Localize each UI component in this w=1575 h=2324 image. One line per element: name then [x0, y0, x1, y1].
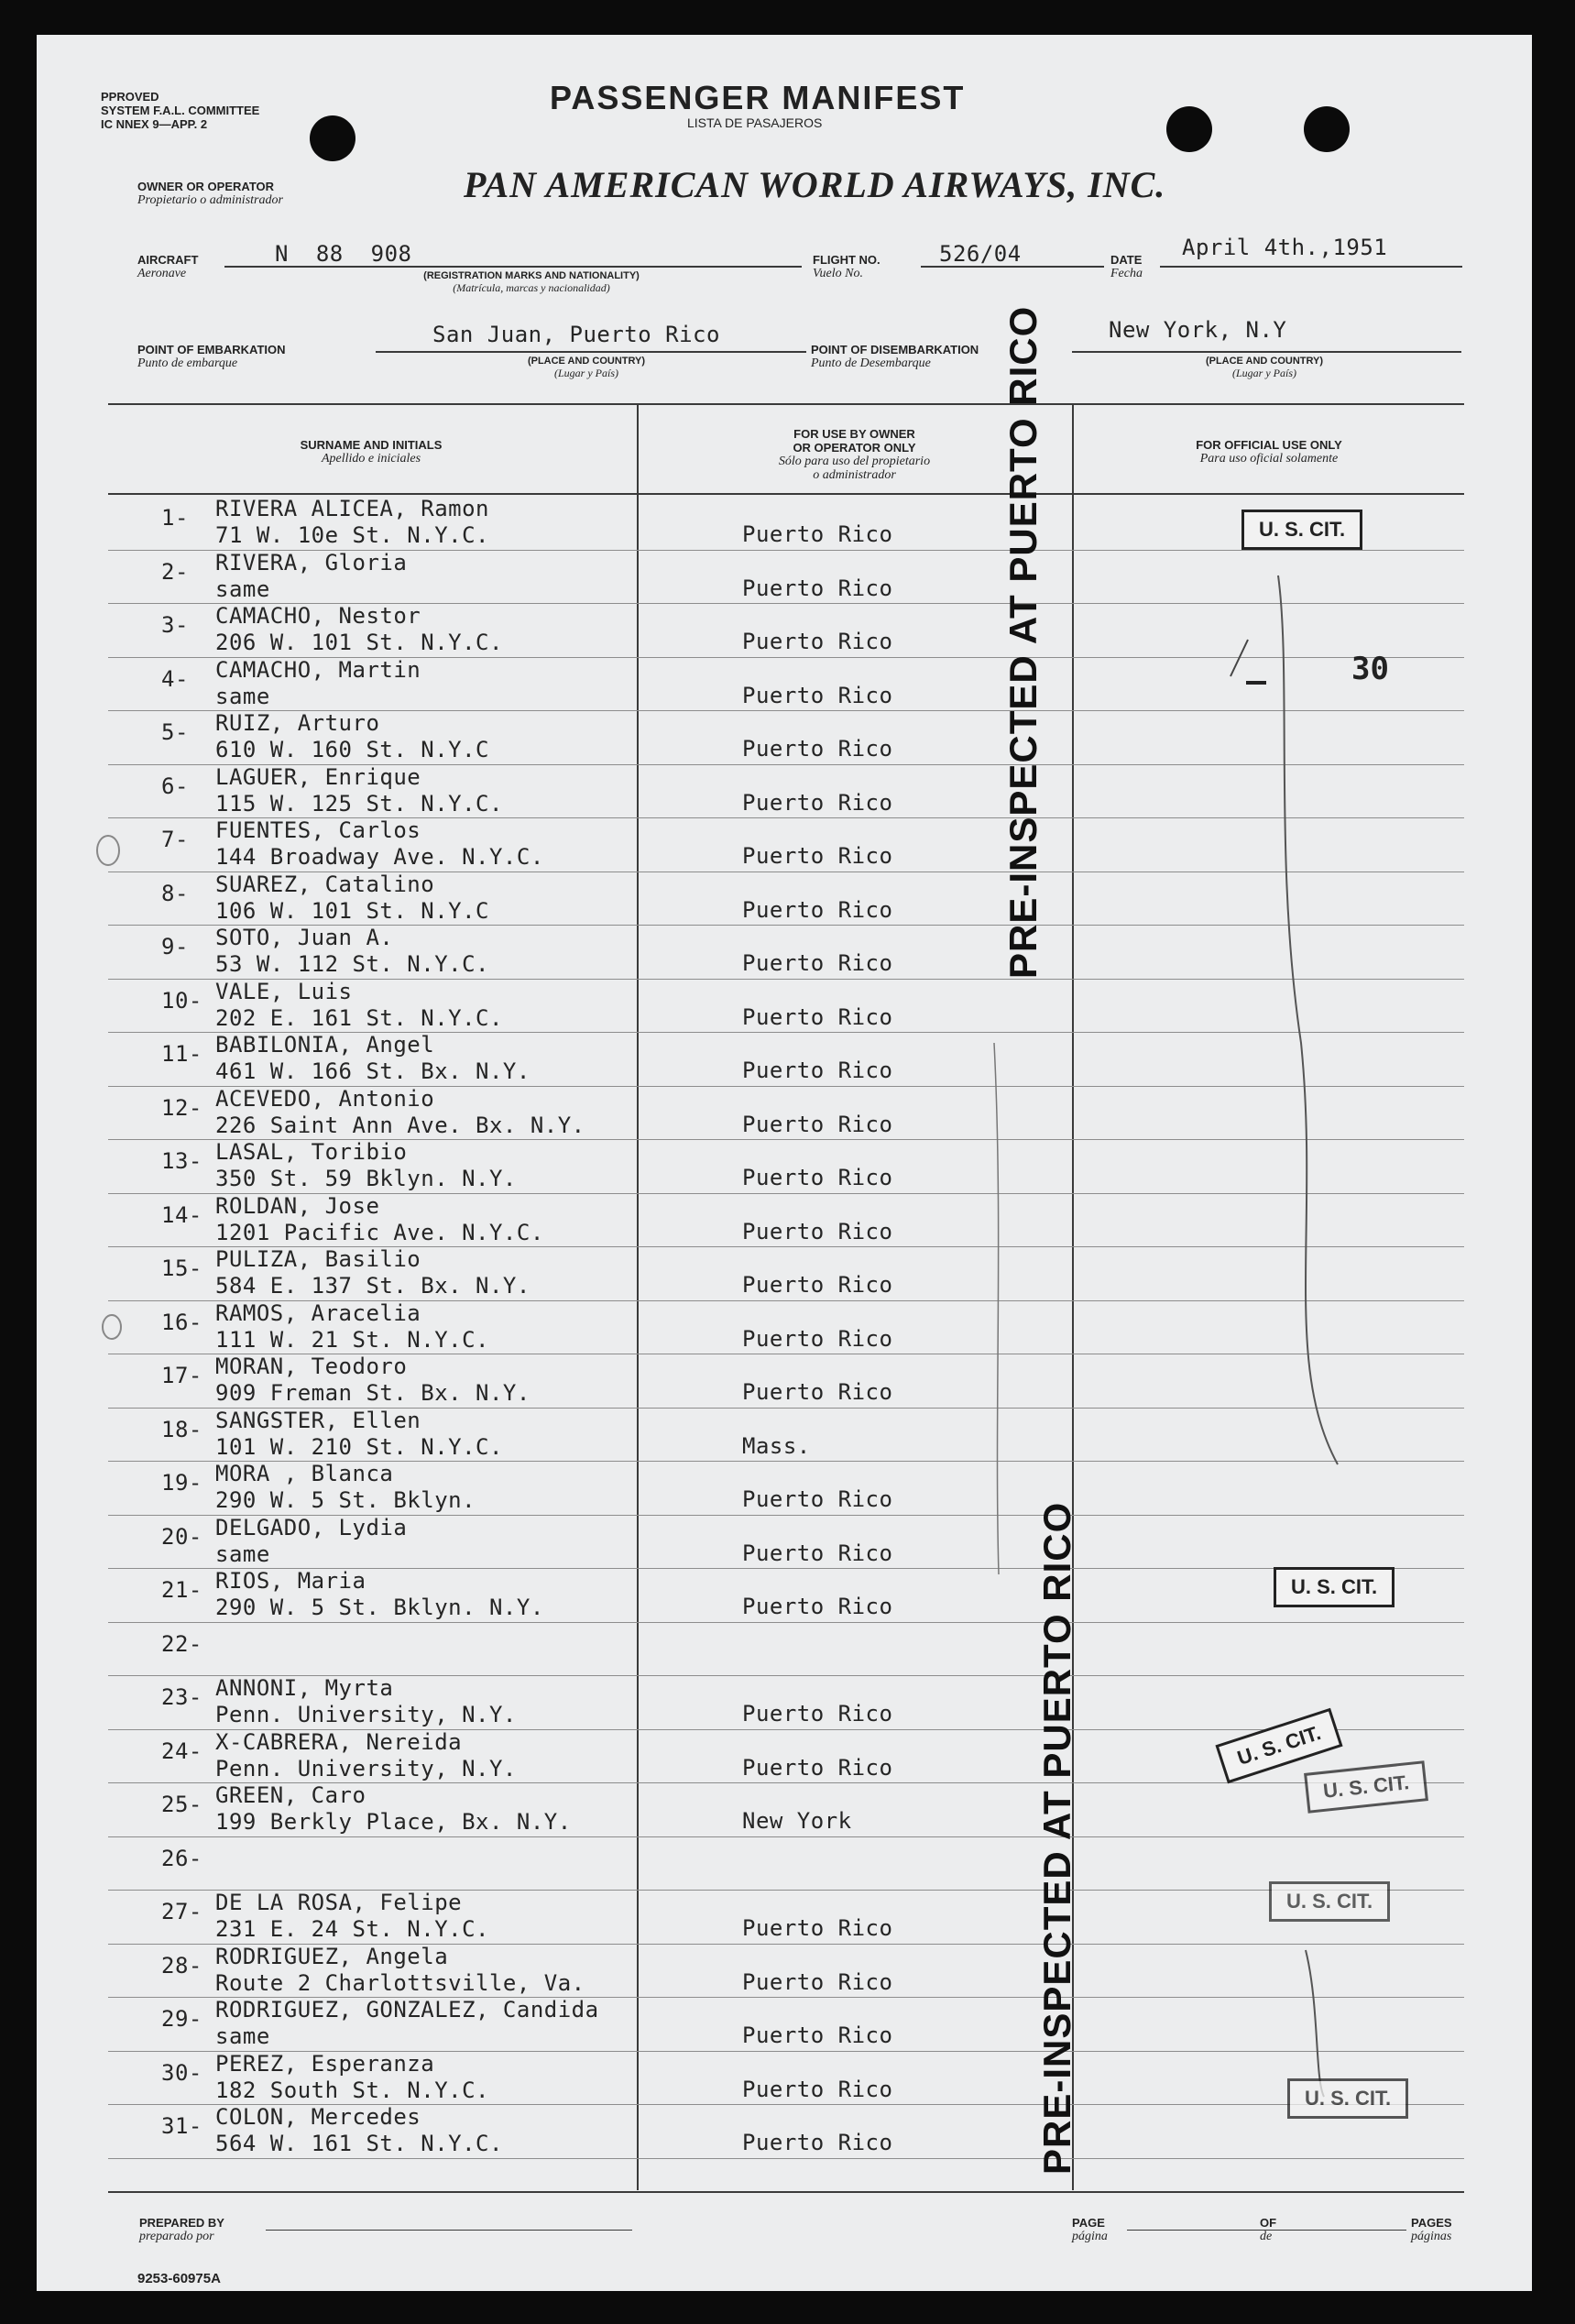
- approval-line: IC NNEX 9—APP. 2: [101, 117, 208, 131]
- passenger-number: 22-: [161, 1630, 202, 1657]
- passenger-name: LASAL, Toribio: [215, 1139, 408, 1165]
- passenger-name: MORAN, Teodoro: [215, 1354, 408, 1379]
- passenger-number: 30-: [161, 2059, 202, 2086]
- passenger-number: 1-: [161, 505, 189, 531]
- col2-header: FOR USE BY OWNER OR OPERATOR ONLY Sólo para uso del propietario o administrador: [778, 427, 931, 482]
- passenger-address: 610 W. 160 St. N.Y.C: [215, 737, 489, 762]
- passenger-name: PULIZA, Basilio: [215, 1246, 421, 1272]
- passenger-name: VALE, Luis: [215, 978, 353, 1004]
- official-mark-30: 30: [1351, 651, 1389, 687]
- passenger-number: 2-: [161, 558, 189, 585]
- operator-name: PAN AMERICAN WORLD AIRWAYS, INC.: [464, 164, 1166, 205]
- passenger-address: 115 W. 125 St. N.Y.C.: [215, 790, 503, 817]
- passenger-origin: Puerto Rico: [742, 521, 893, 547]
- passenger-number: 18-: [161, 1416, 202, 1442]
- us-cit-stamp: U. S. CIT.: [1269, 1881, 1390, 1922]
- passenger-origin: Puerto Rico: [742, 2076, 893, 2102]
- passenger-address: 564 W. 161 St. N.Y.C.: [215, 2131, 503, 2156]
- page-label: PAGE página: [1072, 2216, 1108, 2243]
- passenger-origin: Puerto Rico: [742, 2023, 893, 2048]
- passenger-name: COLON, Mercedes: [215, 2104, 421, 2130]
- embark-value: San Juan, Puerto Rico: [432, 322, 720, 347]
- passenger-name: RIVERA ALICEA, Ramon: [215, 496, 489, 521]
- passenger-address: 182 South St. N.Y.C.: [215, 2077, 489, 2103]
- passenger-origin: Puerto Rico: [742, 843, 893, 869]
- passenger-address: 290 W. 5 St. Bklyn. N.Y.: [215, 1595, 544, 1620]
- passenger-name: RODRIGUEZ, Angela: [215, 1943, 449, 1969]
- passenger-origin: Mass.: [742, 1432, 811, 1459]
- prepared-underline: [266, 2230, 632, 2231]
- passenger-name: RUIZ, Arturo: [215, 710, 380, 736]
- passenger-address: 101 W. 210 St. N.Y.C.: [215, 1433, 503, 1460]
- flight-value: 526/04: [939, 241, 1022, 267]
- passenger-origin: Puerto Rico: [742, 1003, 893, 1030]
- passenger-number: 7-: [161, 827, 189, 852]
- passenger-address: Route 2 Charlottsville, Va.: [215, 1969, 585, 1996]
- passenger-name: RIOS, Maria: [215, 1568, 366, 1594]
- passenger-number: 10-: [161, 987, 202, 1014]
- passenger-number: 21-: [161, 1577, 202, 1603]
- col3-header: FOR OFFICIAL USE ONLY Para uso oficial solamente: [1196, 438, 1342, 466]
- passenger-number: 5-: [161, 719, 189, 745]
- passenger-address: Penn. University, N.Y.: [215, 1755, 517, 1781]
- passenger-name: PEREZ, Esperanza: [215, 2050, 435, 2077]
- passenger-address: 206 W. 101 St. N.Y.C.: [215, 630, 503, 655]
- passenger-address: 290 W. 5 St. Bklyn.: [215, 1487, 476, 1513]
- passenger-name: MORA , Blanca: [215, 1461, 394, 1486]
- passenger-name: SANGSTER, Ellen: [215, 1407, 421, 1433]
- passenger-number: 4-: [161, 665, 189, 692]
- pages-label: PAGES páginas: [1411, 2216, 1452, 2243]
- passenger-number: 29-: [161, 2006, 202, 2032]
- registration-note: (REGISTRATION MARKS AND NATIONALITY) (Matrícula, marcas y nacionalidad): [423, 270, 640, 294]
- passenger-number: 15-: [161, 1255, 202, 1281]
- passenger-name: GREEN, Caro: [215, 1782, 366, 1808]
- passenger-number: 9-: [161, 934, 189, 959]
- passenger-number: 14-: [161, 1201, 202, 1228]
- passenger-origin: Puerto Rico: [742, 1325, 893, 1352]
- passenger-origin: New York: [742, 1808, 852, 1834]
- passenger-origin: Puerto Rico: [742, 1165, 893, 1190]
- page-title: PASSENGER MANIFEST: [550, 79, 966, 116]
- passenger-origin: Puerto Rico: [742, 1754, 893, 1781]
- passenger-origin: Puerto Rico: [742, 1540, 893, 1566]
- official-dash: [1246, 681, 1266, 685]
- passenger-number: 13-: [161, 1148, 202, 1174]
- passenger-name: ANNONI, Myrta: [215, 1675, 394, 1701]
- passenger-address: same: [215, 576, 270, 602]
- passenger-address: 1201 Pacific Ave. N.Y.C.: [215, 1219, 544, 1245]
- passenger-number: 24-: [161, 1738, 202, 1764]
- passenger-number: 6-: [161, 773, 189, 799]
- passenger-address: same: [215, 2023, 270, 2049]
- passenger-number: 12-: [161, 1094, 202, 1121]
- passenger-name: RAMOS, Aracelia: [215, 1299, 421, 1326]
- passenger-origin: Puerto Rico: [742, 1379, 893, 1405]
- pencil-bracket-marks: [37, 35, 1532, 2291]
- passenger-name: DELGADO, Lydia: [215, 1514, 408, 1540]
- passenger-address: Penn. University, N.Y.: [215, 1702, 517, 1727]
- passenger-address: 231 E. 24 St. N.Y.C.: [215, 1916, 489, 1942]
- page-title-es: LISTA DE PASAJEROS: [687, 115, 823, 130]
- disembark-place-note: (PLACE AND COUNTRY) (Lugar y País): [1205, 356, 1324, 379]
- passenger-number: 17-: [161, 1363, 202, 1388]
- disembark-value: New York, N.Y: [1109, 317, 1287, 343]
- of-label: OF de: [1260, 2216, 1277, 2243]
- passenger-number: 3-: [161, 612, 189, 638]
- passenger-address: 909 Freman St. Bx. N.Y.: [215, 1380, 530, 1406]
- passenger-number: 19-: [161, 1470, 202, 1496]
- passenger-origin: Puerto Rico: [742, 682, 893, 708]
- passenger-address: 202 E. 161 St. N.Y.C.: [215, 1004, 503, 1031]
- passenger-name: LAGUER, Enrique: [215, 763, 421, 790]
- col1-header: SURNAME AND INITIALS Apellido e iniciales: [300, 438, 443, 466]
- flight-label: FLIGHT NO. Vuelo No.: [813, 253, 880, 280]
- passenger-address: 144 Broadway Ave. N.Y.C.: [215, 844, 544, 870]
- approval-line: PPROVED: [101, 90, 159, 104]
- passenger-name: DE LA ROSA, Felipe: [215, 1890, 463, 1915]
- passenger-number: 11-: [161, 1041, 202, 1067]
- passenger-origin: Puerto Rico: [742, 1058, 893, 1083]
- date-label: DATE Fecha: [1110, 253, 1143, 280]
- passenger-number: 28-: [161, 1952, 202, 1979]
- passenger-origin: Puerto Rico: [742, 629, 893, 654]
- passenger-origin: Puerto Rico: [742, 1594, 893, 1619]
- passenger-name: X-CABRERA, Nereida: [215, 1728, 463, 1755]
- passenger-number: 8-: [161, 880, 189, 906]
- form-number: 9253-60975A: [137, 2271, 221, 2286]
- passenger-address: same: [215, 683, 270, 709]
- manifest-sheet: [37, 35, 1532, 2291]
- passenger-name: CAMACHO, Nestor: [215, 603, 421, 629]
- us-cit-stamp: U. S. CIT.: [1287, 2078, 1408, 2119]
- passenger-origin: Puerto Rico: [742, 1218, 893, 1244]
- passenger-name: SOTO, Juan A.: [215, 925, 394, 950]
- pages-underline: [1292, 2230, 1406, 2231]
- passenger-origin: Puerto Rico: [742, 1701, 893, 1727]
- embark-label: POINT OF EMBARKATION Punto de embarque: [137, 343, 286, 370]
- passenger-origin: Puerto Rico: [742, 2130, 893, 2155]
- owner-label: OWNER OR OPERATOR Propietario o administrador: [137, 180, 283, 207]
- passenger-address: 199 Berkly Place, Bx. N.Y.: [215, 1809, 572, 1835]
- us-cit-stamp: U. S. CIT.: [1241, 510, 1362, 550]
- aircraft-label: AIRCRAFT Aeronave: [137, 253, 199, 280]
- passenger-number: 31-: [161, 2113, 202, 2139]
- us-cit-stamp: U. S. CIT.: [1274, 1567, 1395, 1607]
- aircraft-value: N 88 908: [275, 241, 412, 267]
- passenger-address: 71 W. 10e St. N.Y.C.: [215, 522, 489, 548]
- passenger-name: CAMACHO, Martin: [215, 656, 421, 683]
- passenger-number: 27-: [161, 1899, 202, 1924]
- date-value: April 4th.,1951: [1182, 235, 1388, 260]
- passenger-origin: Puerto Rico: [742, 950, 893, 976]
- us-cit-stamp: U. S. CIT.: [1304, 1760, 1428, 1814]
- prepared-by-label: PREPARED BY preparado por: [139, 2216, 224, 2243]
- approval-line: SYSTEM F.A.L. COMMITTEE: [101, 104, 260, 117]
- passenger-number: 16-: [161, 1309, 202, 1335]
- passenger-address: 106 W. 101 St. N.Y.C: [215, 897, 489, 924]
- passenger-origin: Puerto Rico: [742, 1968, 893, 1995]
- passenger-address: 226 Saint Ann Ave. Bx. N.Y.: [215, 1112, 585, 1138]
- passenger-number: 25-: [161, 1792, 202, 1817]
- passenger-origin: Puerto Rico: [742, 789, 893, 816]
- passenger-name: ROLDAN, Jose: [215, 1192, 380, 1219]
- passenger-name: FUENTES, Carlos: [215, 817, 421, 843]
- passenger-origin: Puerto Rico: [742, 1486, 893, 1512]
- passenger-number: 23-: [161, 1684, 202, 1710]
- preinspected-stamp-lower: PRE-INSPECTED AT PUERTO RICO: [1035, 1501, 1078, 2175]
- passenger-number: 26-: [161, 1845, 202, 1871]
- disembark-label: POINT OF DISEMBARKATION Punto de Desembarque: [811, 343, 979, 370]
- passenger-origin: Puerto Rico: [742, 896, 893, 923]
- passenger-address: 53 W. 112 St. N.Y.C.: [215, 951, 489, 977]
- passenger-address: same: [215, 1540, 270, 1567]
- embark-place-note: (PLACE AND COUNTRY) (Lugar y País): [527, 356, 646, 379]
- us-cit-stamp: U. S. CIT.: [1215, 1708, 1342, 1784]
- passenger-origin: Puerto Rico: [742, 575, 893, 601]
- passenger-address: 350 St. 59 Bklyn. N.Y.: [215, 1166, 517, 1191]
- passenger-name: ACEVEDO, Antonio: [215, 1085, 435, 1112]
- preinspected-stamp-upper: PRE-INSPECTED AT PUERTO RICO: [1001, 305, 1045, 979]
- passenger-number: 20-: [161, 1523, 202, 1550]
- passenger-address: 461 W. 166 St. Bx. N.Y.: [215, 1058, 530, 1084]
- passenger-origin: Puerto Rico: [742, 1272, 893, 1298]
- passenger-name: RIVERA, Gloria: [215, 549, 408, 576]
- passenger-name: RODRIGUEZ, GONZALEZ, Candida: [215, 1997, 599, 2023]
- passenger-address: 584 E. 137 St. Bx. N.Y.: [215, 1273, 530, 1299]
- passenger-origin: Puerto Rico: [742, 1915, 893, 1941]
- passenger-name: BABILONIA, Angel: [215, 1032, 435, 1058]
- passenger-origin: Puerto Rico: [742, 736, 893, 762]
- passenger-name: SUAREZ, Catalino: [215, 871, 435, 897]
- passenger-address: 111 W. 21 St. N.Y.C.: [215, 1326, 489, 1353]
- passenger-origin: Puerto Rico: [742, 1111, 893, 1137]
